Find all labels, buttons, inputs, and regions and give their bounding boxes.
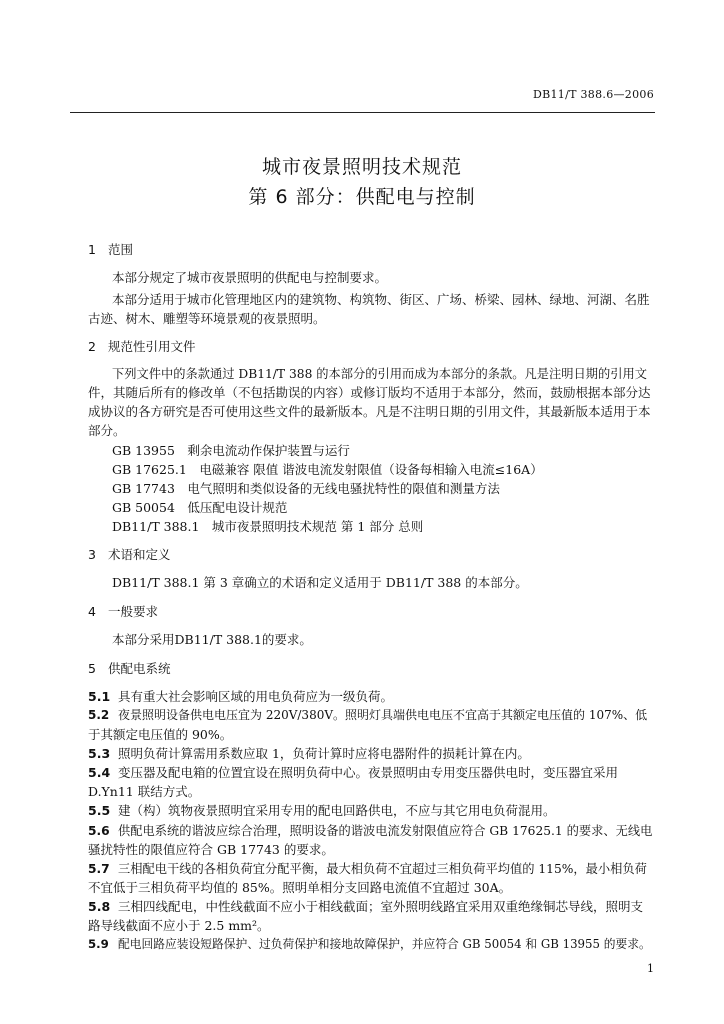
clause-number: 5.7 bbox=[88, 862, 110, 876]
clause-5-2 bbox=[88, 706, 647, 723]
clause-number: 5.1 bbox=[88, 689, 111, 704]
clause-text: 配电回路应装设短路保护、过负荷保护和接地故障保护，并应符合 GB 50054 和 GB 13955 的要求。 bbox=[118, 937, 651, 951]
document-title: 城市夜景照明技术规范 bbox=[261, 156, 462, 178]
paragraph-continuation: 成协议的各方研究是否可使用这些文件的最新版本。凡是不注明日期的引用文件，其最新版本适用于本 bbox=[88, 404, 651, 419]
section-title: 一般要求 bbox=[108, 604, 159, 619]
reference-item: GB 13955 剩余电流动作保护装置与运行 bbox=[112, 443, 350, 458]
section-5-heading bbox=[88, 659, 171, 677]
clause-5-6 bbox=[88, 821, 652, 839]
page-number: 1 bbox=[647, 962, 654, 975]
section-1-heading bbox=[88, 240, 133, 258]
paragraph-continuation: 部分。 bbox=[88, 423, 126, 438]
clause-number: 5.3 bbox=[88, 746, 111, 761]
clause-text: 变压器及配电箱的位置宜设在照明负荷中心。夜景照明由专用变压器供电时，变压器宜采用 bbox=[118, 765, 619, 780]
clause-text: 三相配电干线的各相负荷宜分配平衡，最大相负荷不宜超过三相负荷平均值的 115%，最小相负荷 bbox=[118, 862, 647, 876]
clause-text: 供配电系统的谐波应综合治理，照明设备的谐波电流发射限值应符合 GB 17625.1 的要求、无线电 bbox=[118, 824, 653, 838]
paragraph: 本部分适用于城市化管理地区内的建筑物、构筑物、街区、广场、桥梁、园林、绿地、河湖、名胜 bbox=[112, 292, 650, 307]
clause-5-1 bbox=[88, 687, 393, 705]
document-subtitle: 第 6 部分：供配电与控制 bbox=[248, 186, 476, 208]
section-2-heading bbox=[88, 337, 196, 355]
clause-text: 照明负荷计算需用系数应取 1，负荷计算时应将电器附件的损耗计算在内。 bbox=[118, 746, 530, 761]
clause-text: 建（构）筑物夜景照明宜采用专用的配电回路供电，不应与其它用电负荷混用。 bbox=[118, 803, 556, 818]
section-3-heading bbox=[88, 545, 171, 563]
section-number: 1 bbox=[88, 242, 96, 257]
clause-number: 5.8 bbox=[88, 899, 111, 914]
reference-item: DB11/T 388.1 城市夜景照明技术规范 第 1 部分 总则 bbox=[112, 519, 424, 534]
clause-continuation: 于其额定电压值的 90%。 bbox=[88, 727, 233, 742]
section-title: 供配电系统 bbox=[108, 661, 171, 676]
clause-text: 夜景照明设备供电电压宜为 220V/380V。照明灯具端供电电压不宜高于其额定电压值的 107%、低 bbox=[118, 708, 648, 722]
header-rule bbox=[70, 112, 655, 113]
clause-5-5 bbox=[88, 801, 556, 819]
reference-item: GB 17743 电气照明和类似设备的无线电骚扰特性的限值和测量方法 bbox=[112, 481, 500, 496]
paragraph-continuation: 件，其随后所有的修改单（不包括勘误的内容）或修订版均不适用于本部分，然而，鼓励根据本部分达 bbox=[88, 385, 651, 400]
clause-continuation: 路导线截面不应小于 2.5 mm²。 bbox=[88, 918, 270, 933]
clause-number: 5.2 bbox=[88, 708, 110, 722]
clause-number: 5.5 bbox=[88, 803, 111, 818]
clause-number: 5.6 bbox=[88, 824, 110, 838]
clause-5-7 bbox=[88, 859, 647, 877]
clause-5-8 bbox=[88, 897, 643, 915]
paragraph: 本部分采用DB11/T 388.1的要求。 bbox=[112, 632, 312, 647]
clause-5-4 bbox=[88, 763, 618, 781]
clause-continuation: D.Yn11 联结方式。 bbox=[88, 784, 201, 799]
section-number: 3 bbox=[88, 547, 96, 562]
paragraph: DB11/T 388.1 第 3 章确立的术语和定义适用于 DB11/T 388 的本部分。 bbox=[112, 575, 528, 590]
clause-number: 5.4 bbox=[88, 765, 111, 780]
paragraph: 下列文件中的条款通过 DB11/T 388 的本部分的引用而成为本部分的条款。凡是注明日期的引用文 bbox=[112, 367, 648, 381]
paragraph: 本部分规定了城市夜景照明的供配电与控制要求。 bbox=[112, 270, 388, 285]
clause-5-3 bbox=[88, 744, 530, 762]
section-number: 2 bbox=[88, 339, 96, 354]
clause-text: 具有重大社会影响区域的用电负荷应为一级负荷。 bbox=[118, 689, 394, 704]
section-4-heading bbox=[88, 602, 158, 620]
paragraph-continuation: 古迹、树木、雕塑等环境景观的夜景照明。 bbox=[88, 311, 326, 326]
section-number: 4 bbox=[88, 604, 96, 619]
section-title: 范围 bbox=[108, 242, 134, 257]
clause-5-9 bbox=[88, 935, 651, 952]
section-title: 术语和定义 bbox=[108, 547, 171, 562]
clause-continuation: 骚扰特性的限值应符合 GB 17743 的要求。 bbox=[88, 842, 334, 857]
section-number: 5 bbox=[88, 661, 96, 676]
reference-item: GB 50054 低压配电设计规范 bbox=[112, 500, 288, 515]
section-title: 规范性引用文件 bbox=[108, 339, 196, 354]
document-code: DB11/T 388.6—2006 bbox=[532, 88, 654, 101]
clause-number: 5.9 bbox=[88, 937, 109, 951]
reference-item: GB 17625.1 电磁兼容 限值 谐波电流发射限值（设备每相输入电流≤16A） bbox=[112, 462, 543, 477]
clause-continuation: 不宜低于三相负荷平均值的 85%。照明单相分支回路电流值不宜超过 30A。 bbox=[88, 880, 512, 895]
clause-text: 三相四线配电，中性线截面不应小于相线截面；室外照明线路宜采用双重绝缘铜芯导线，照明支 bbox=[118, 899, 644, 914]
